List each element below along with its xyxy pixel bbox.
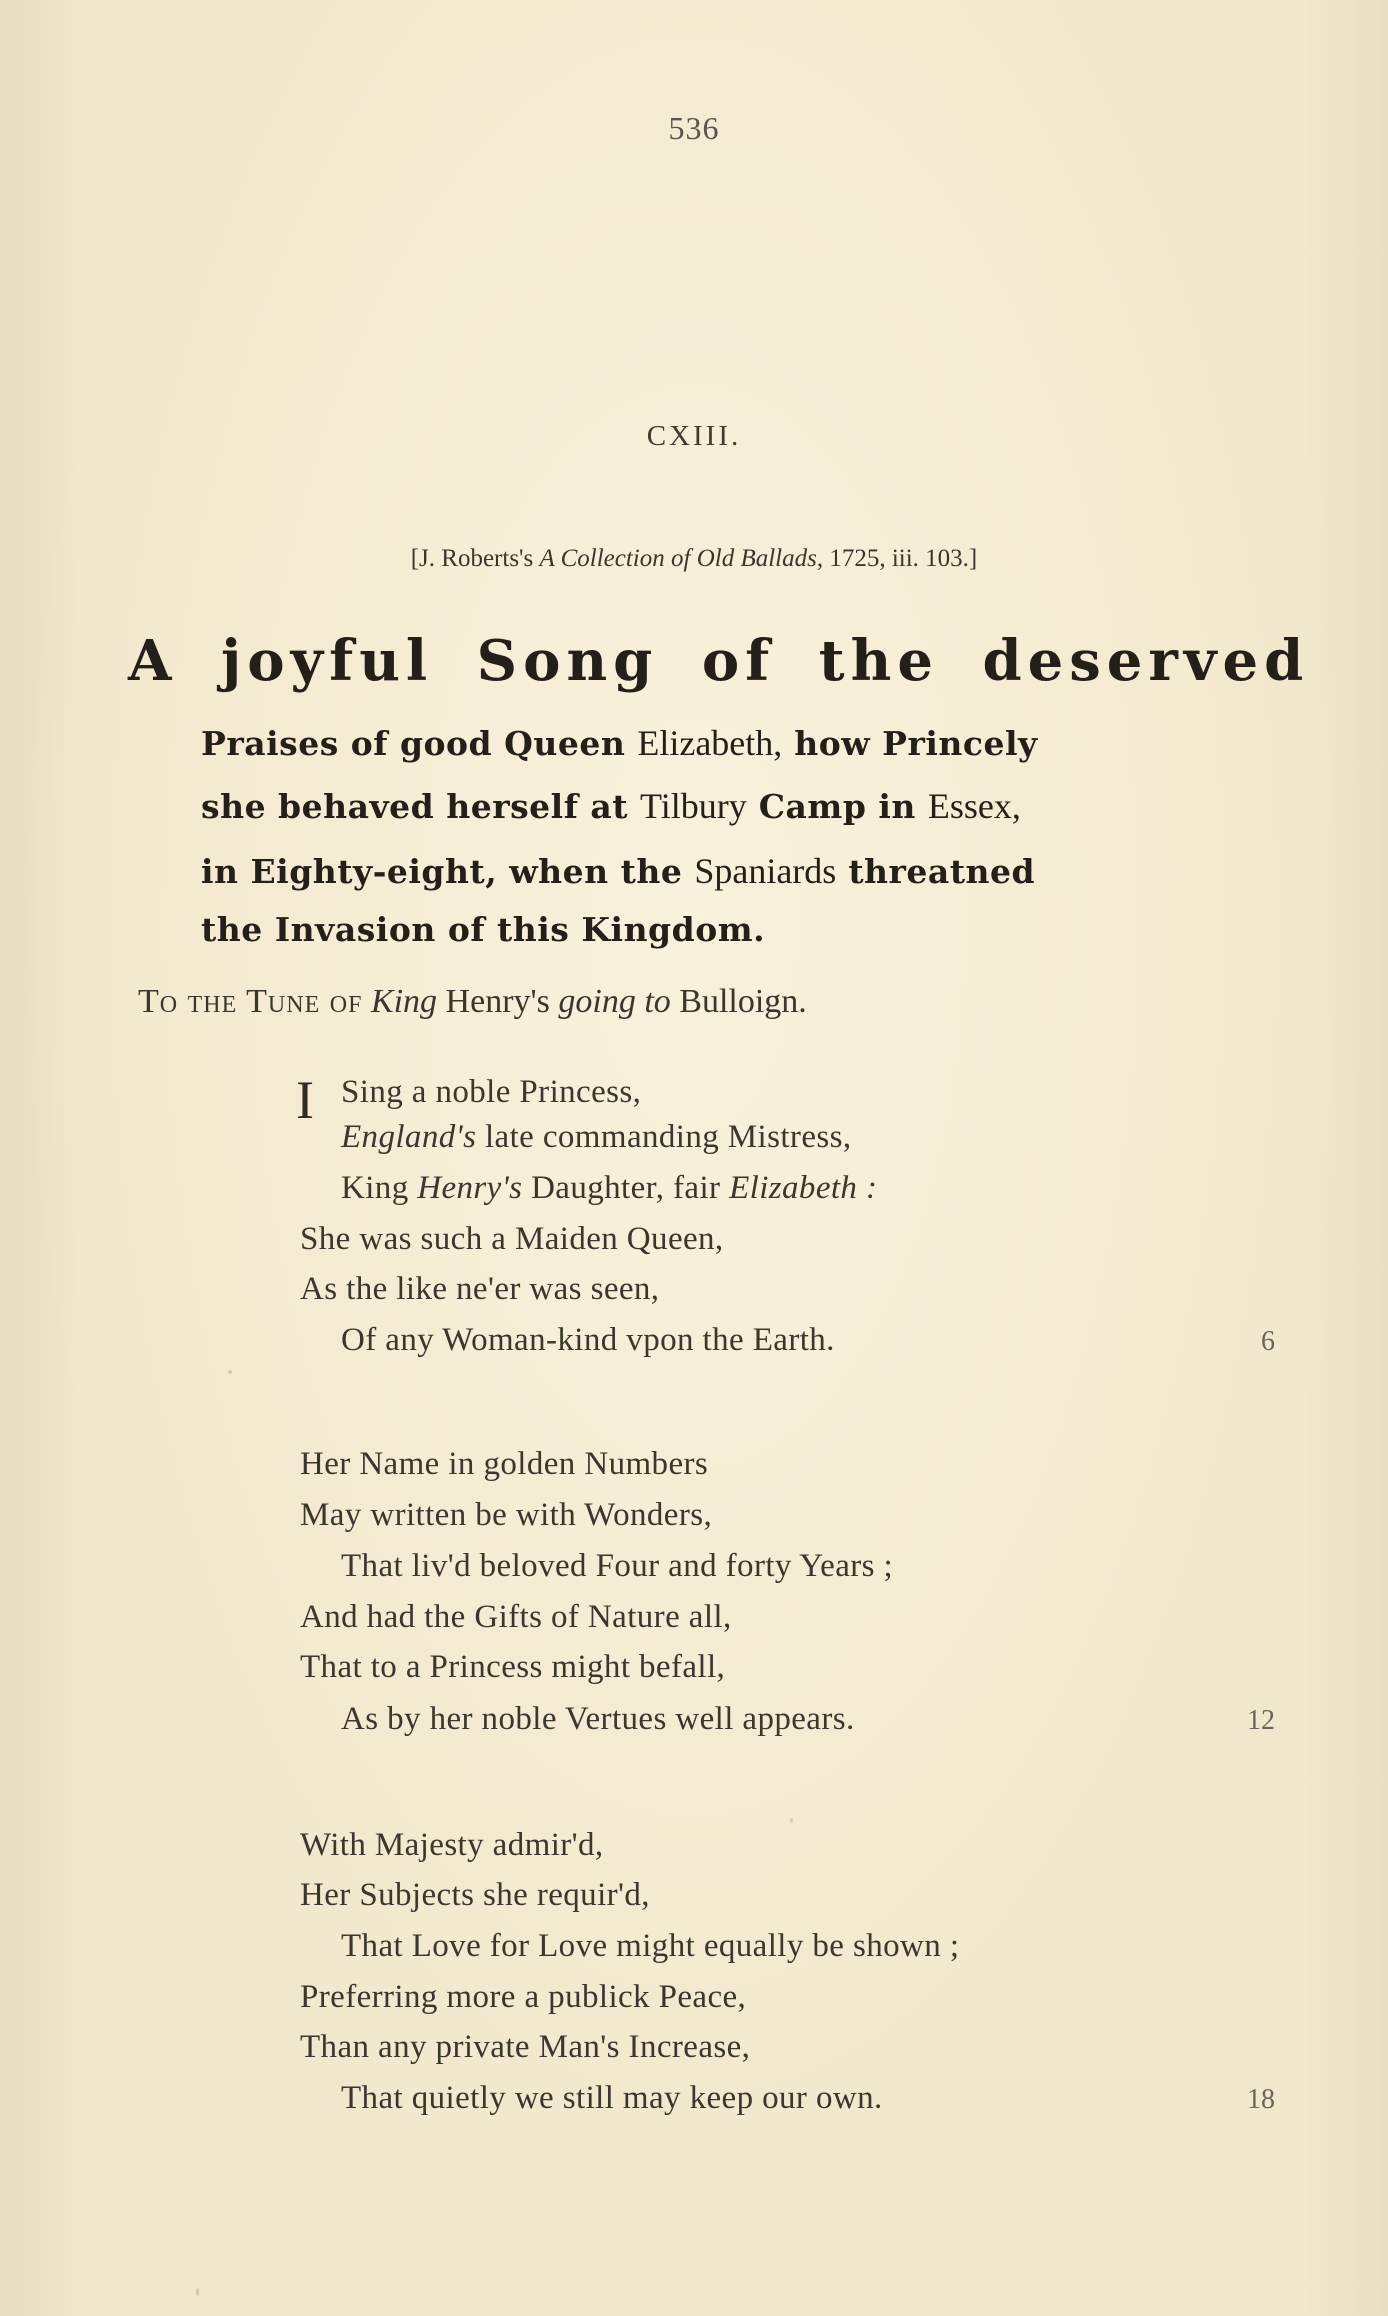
verse-text: late commanding Mistress,: [476, 1119, 852, 1155]
ballad-title-line-4: [201, 850, 1035, 892]
title-line-3-c: Camp: [758, 787, 867, 826]
ballad-title-line-5: the Invasion of this Kingdom.: [201, 910, 766, 949]
citation-open: [J. Roberts's: [410, 545, 534, 572]
verse-line: [341, 1119, 852, 1156]
title-line-3-d: in: [878, 787, 916, 826]
verse-text: King: [341, 1170, 418, 1206]
paper-speck: [228, 1370, 232, 1374]
verse-line: As by her noble Vertues well appears.: [341, 1701, 855, 1737]
tune-king: King: [370, 983, 438, 1020]
citation-details: , 1725, iii. 103.]: [816, 545, 978, 572]
title-line-3-a: she behaved herself at: [201, 787, 629, 826]
verse-line: And had the Gifts of Nature all,: [300, 1599, 732, 1635]
line-number: 6: [1261, 1326, 1275, 1357]
verse-line: May written be with Wonders,: [300, 1497, 713, 1533]
title-line-4-a: in Eighty-eight, when the: [201, 852, 683, 891]
tune-place: Bulloign.: [679, 983, 807, 1020]
title-line-2-b: Elizabeth,: [637, 723, 783, 763]
verse-line: Of any Woman-kind vpon the Earth.: [341, 1322, 835, 1358]
verse-line: Her Subjects she requir'd,: [300, 1877, 650, 1913]
verse-italic: England's: [341, 1119, 477, 1155]
line-number: 12: [1247, 1705, 1275, 1736]
tune-prefix: To the Tune of: [138, 983, 363, 1020]
title-line-2-c: how Princely: [794, 724, 1038, 763]
verse-line: Than any private Man's Increase,: [300, 2029, 751, 2065]
ballad-title-line-3: [201, 785, 1021, 827]
citation-work-title: A Collection of Old Ballads: [539, 545, 817, 572]
tune-line: [138, 983, 807, 1021]
title-line-2-a: Praises of good Queen: [201, 724, 626, 763]
verse-line: That Love for Love might equally be shown ;: [341, 1928, 960, 1964]
section-number: CXIII.: [646, 420, 742, 452]
page-number: 536: [668, 110, 720, 146]
title-line-4-b: Spaniards: [694, 851, 837, 891]
verse-line: That to a Princess might befall,: [300, 1649, 726, 1685]
line-number: 18: [1247, 2084, 1275, 2115]
source-citation: [0, 545, 1388, 573]
verse-line: Sing a noble Princess,: [341, 1074, 642, 1110]
verse-line: As the like ne'er was seen,: [300, 1271, 660, 1307]
paper-speck: [196, 2288, 199, 2296]
verse-text: Daughter, fair: [522, 1170, 730, 1206]
drop-cap: I: [296, 1070, 314, 1130]
verse-line: [341, 1170, 877, 1207]
title-line-4-c: threatned: [848, 852, 1036, 891]
verse-line: Her Name in golden Numbers: [300, 1446, 709, 1482]
title-line-3-b: Tilbury: [640, 786, 747, 826]
verse-italic: Henry's: [417, 1170, 523, 1206]
tune-henrys: Henry's: [445, 983, 550, 1020]
verse-line: She was such a Maiden Queen,: [300, 1221, 724, 1257]
paper-speck: [790, 1818, 793, 1823]
title-line-3-e: Essex,: [927, 786, 1021, 826]
ballad-title-line-2: [201, 722, 1038, 764]
verse-italic: Elizabeth :: [729, 1170, 878, 1206]
ballad-title-line-1: A joyful Song of the deserved: [128, 628, 1310, 694]
verse-line: That liv'd beloved Four and forty Years ;: [341, 1548, 894, 1584]
verse-line: That quietly we still may keep our own.: [341, 2080, 883, 2116]
tune-going-to: going to: [558, 983, 671, 1020]
verse-line: Preferring more a publick Peace,: [300, 1979, 747, 2015]
verse-line: With Majesty admir'd,: [300, 1827, 604, 1863]
